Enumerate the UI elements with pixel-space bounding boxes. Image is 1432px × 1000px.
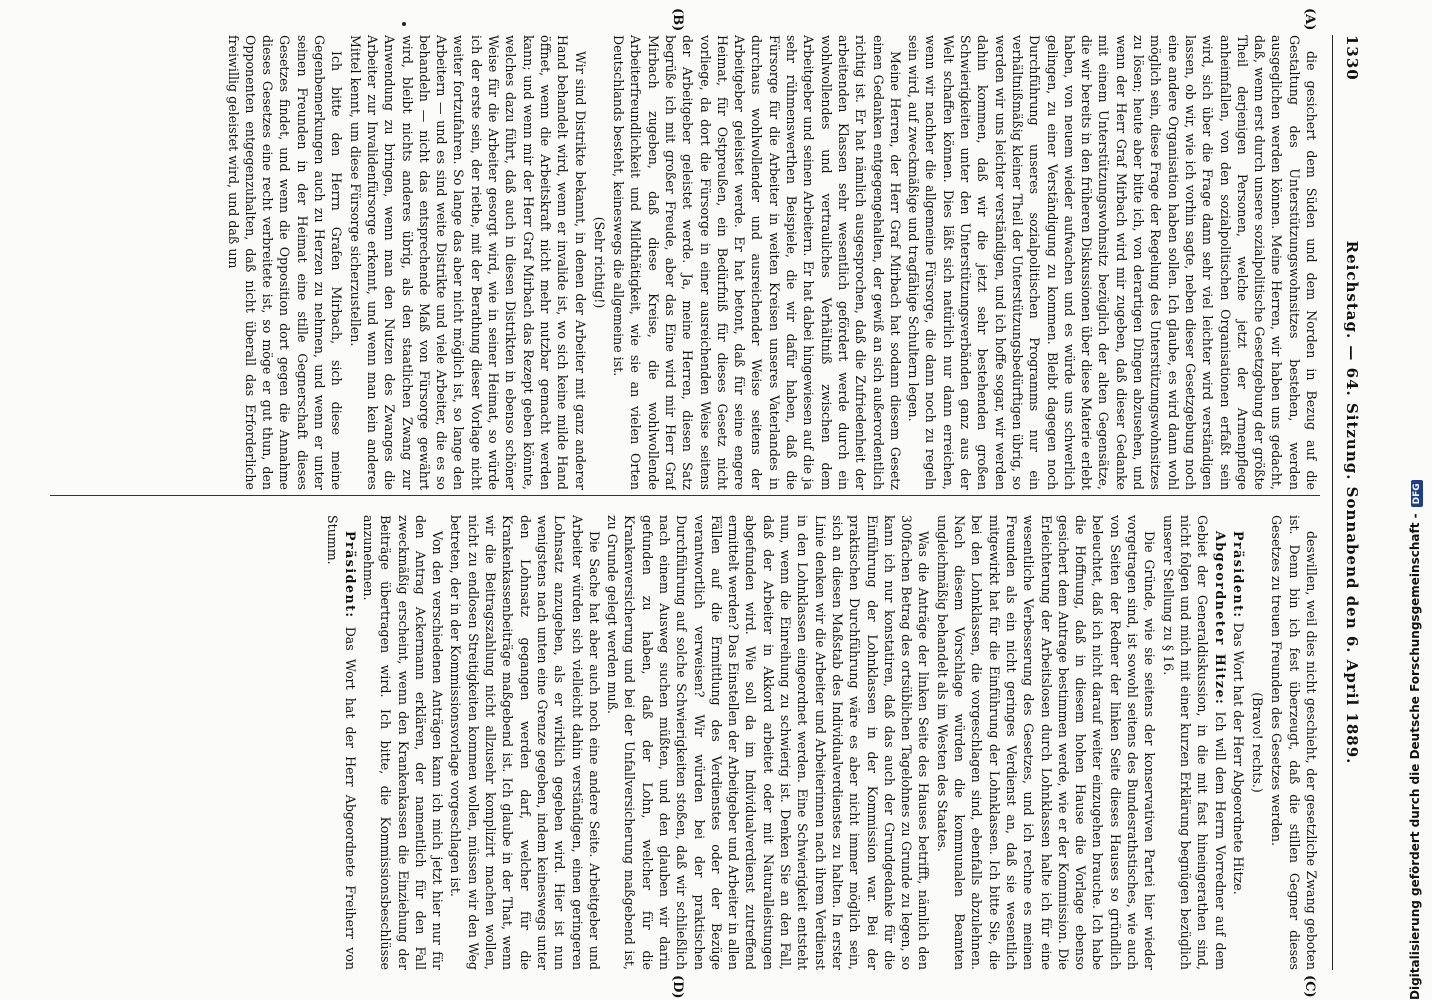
- paragraph: [1230, 515, 1247, 970]
- credit-text: Digitalisierung gefördert durch die Deutsche Forschungsgemeinschaft -: [1408, 513, 1422, 1000]
- paragraph-text: die gesichert dem Süden und dem Norden in Bezug auf die Gestaltung des Unterstützungswohnsitzes bestehen, werden ausgeglichen werden können. Meine Herren, wir haben uns gedacht, daß, wenn erst durch unsere sozialpolitische Gesetzgebung der größte Theil derjenigen Personen, welche jetzt der Armenpflege anheimfallen, von den sozialpolitischen Organisationen erfaßt sein wird, sich über die Frage dann sehr viel leichter wird verständigen lassen, ob wir, wie ich vorhin sagte, neben dieser Gesetzgebung noch eine andere Organisation haben sollen. Ich glaube, es wird dann wohl möglich sein, diese Frage der Regelung des Unterstützungswohnsitzes zu lösen; heute aber bitte ich, von derartigen Dingen abzusehen, und wenn der Herr Graf Mirbach wird mir zugeben, daß dieser Gedanke mit einem Unterstützungswohnsitz bezüglich der alten Gegensätze, die wir bereits in den früheren Diskussionen über diese Materie erlebt haben, von neuem wieder aufwachen und es würde uns schwerlich gelingen, zu einer Verständigung zu kommen. Bleibt dagegen noch Durchführung unseres sozialpolitischen Programms nur ein verhältnißmäßig kleiner Theil der Unterstützungsbedürftigen übrig, so werden wir uns leichter verständigen, und ich hoffe sogar, wir werden dahin kommen, daß wir die jetzt sehr bestehenden großen Schwierigkeiten unter den Unterstützungsverbänden ganz aus der Welt schaffen können. Dies läßt sich natürlich nur dann erreichen, wenn wir nachher die allgemeine Fürsorge, die dann noch zu regeln sein wird, auf zweckmäßige und tragfähige Schultern legen.: [906, 35, 1319, 490]
- page-number: 1330: [1343, 35, 1361, 81]
- column-divider: [50, 495, 1320, 496]
- paragraph: [1268, 515, 1320, 970]
- paragraph-text: Die Sache hat aber auch noch eine andere Seite. Arbeitgeber und Arbeiter würden sich vielleicht dahin verständigen, einen geringeren Lohnsatz anzugeben, als er wirklich gegeben wird. Hier ist nun wenigstens nach unten eine Grenze gegeben, indem keineswegs unter den Lohnsatz gegangen werden darf, welcher für die Krankenkassenbeiträge maßgebend ist. Ich glaube in der That, wenn wir die Beitragszahlung nicht allzusehr komplizirt machen wollen, nicht zu endlosen Streitigkeiten kommen wollen, müssen wir den Weg betreten, der in der Kommissionsvorlage vorgeschlagen ist.: [448, 515, 602, 970]
- page-title: Reichstag. — 64. Sitzung. Sonnabend den 6. April 1889.: [1343, 240, 1361, 765]
- paragraph: [610, 35, 904, 490]
- paragraph-text: (Bravo! rechts.): [1250, 692, 1266, 793]
- paragraph-text: Das Wort hat der Herr Abgeordnete Freiherr von Stumm.: [325, 515, 358, 970]
- margin-marker-b: (B): [670, 8, 685, 32]
- paragraph: [360, 515, 446, 970]
- digitization-credit: [1408, 480, 1423, 1000]
- margin-marker-d: (D): [670, 975, 685, 999]
- paragraph: [1249, 515, 1266, 970]
- paragraph: [604, 515, 933, 970]
- paragraph-text: (Sehr richtig!): [591, 216, 607, 309]
- paragraph: [1159, 515, 1228, 970]
- dfg-logo: DFG: [1411, 480, 1423, 507]
- paragraph-text: Ich bitte den Herrn Grafen Mirbach, sich diese meine Gegenbemerkungen auch zu Herzen zu nehmen, und wenn er unter seinen Freunden in der Heimat eine stille Gegnerschaft dieses Gesetzes findet, und wenn die Opposition dort gegen die Annahme dieses Gesetzes eine recht verbreitete ist, so möge er gut thun, den Opponenten entgegenzuhalten, daß nicht überall das Erforderliche freiwillig geleistet wird, und daß um: [225, 35, 345, 490]
- speaker-label: Präsident:: [342, 531, 358, 619]
- paragraph: [324, 515, 359, 970]
- paragraph-text: Was die Anträge der linken Seite des Hauses betrifft, nämlich den 300fachen Betrag des ortsüblichen Tagelohnes zu Grunde zu legen, so kann ich nur konstatiren, daß das auch der Grundgedanke für die Einführung der Lohnklassen in der Kommission war. Bei der praktischen Durchführung wäre es aber nicht immer möglich sein, sich an diesen Maßstab des Individualverdienstes zu halten. In erster Linie denken wir die Arbeiter und Arbeiterinnen nach ihrem Verdienst in den Lohnklassen eingeordnet werden. Eine Schwierigkeit entsteht nun, wenn die Einreihung zu schwierig ist. Denken Sie an den Fall, daß der Arbeiter in Akkord arbeitet oder mit Naturalleistungen abgefunden wird. Wie soll da im Individualverdienst zutreffend ermittelt werden? Das Einstellen der Arbeitgeber und Arbeiter in allen Fällen auf die Ermittlung des Verdienstes oder der Bezüge verantwortlich verweisen? Wir würden bei der praktischen Durchführung auf solche Schwierigkeiten stoßen, daß wir schließlich nach einem Ausweg suchen müßten, und den glauben wir darin gefunden zu haben, daß der Lohn, welcher für die Krankenversicherung und bei der Unfallversicherung maßgebend ist, zu Grunde gelegt werden muß.: [605, 515, 932, 970]
- margin-marker-c: (C): [1302, 975, 1317, 998]
- paragraph-text: deswillen, weil dies nicht geschieht, der gesetzliche Zwang geboten ist. Denn bin ich fest überzeugt, daß die stillen Gegner dieses Gesetzes zu treuen Freunden des Gesetzes werden.: [1269, 515, 1319, 970]
- paragraph: [905, 35, 1320, 490]
- paragraph-text: Die Gründe, wie sie seitens der konservativen Partei hier wieder vorgetragen sind, ist sowohl seitens des Bundesrathstisches, wie auch von Seiten der Redner der linken Seite dieses Hauses so gründlich beleuchtet, daß ich nicht darauf weiter einzugehen brauche. Ich habe die Hoffnung, daß in diesem hohen Hause die Vorlage ebenso gesichert dem Antrage bestimmen werde, wie er der Kommission. Die Erleichterung der Arbeitslosen durch Lohnklassen halte ich für eine wesentliche Verbesserung des Gesetzes, und ich rechne es meinen Freunden als ein nicht geringes Verdienst an, daß sie wesentlich mitgewirkt hat für die Einführung der Lohnklassen. Ich bitte Sie, die bei den Lohnklassen, die vorgeschlagen sind, ebenfalls abzulehnen. Nach diesem Vorschlage würden die kommunalen Beamten ungleichmäßig behandelt als im Westen des Staates.: [934, 515, 1158, 970]
- speaker-label: Präsident:: [1230, 531, 1246, 619]
- paragraph: [346, 35, 588, 490]
- paragraph-text: Von den verschiedenen Anträgen kann ich mich jetzt hier nur für den Antrag Ackermann erklären, der namentlich für den Fall zweckmäßig erscheint, wenn den Krankenkassen die Einziehung der Beiträge übertragen wird. Ich bitte, die Kommissionsbeschlüsse anzunehmen.: [360, 515, 446, 970]
- paragraph: [933, 515, 1158, 970]
- paragraph: [224, 35, 345, 490]
- margin-marker-a: (A): [1302, 8, 1317, 31]
- text-column-right: [50, 515, 1320, 970]
- text-column-left: [50, 35, 1320, 490]
- speaker-label: Abgeordneter Hitze:: [1212, 531, 1228, 706]
- paragraph-text: Das Wort hat der Herr Abgeordnete Hitze.: [1230, 622, 1246, 895]
- paragraph-text: Meine Herren, der Herr Graf Mirbach hat sodann diesem Gesetz einen Gedanken entgegengehalten, der gewiß an sich außerordentlich richtig ist. Er hat nämlich ausgesprochen, daß die Zufriedenheit der arbeitenden Klassen sehr wesentlich gefördert werde durch ein wohlwollendes und vertrauliches Verhältniß zwischen dem Arbeitgeber und seinen Arbeitern. Er hat dabei hingewiesen auf die ja sehr rühmenswerthen Beispiele, die wir dafür haben, daß die Fürsorge für die Arbeiter in weiten Kreisen unseres Vaterlandes in durchaus wohlwollender und ausreichender Weise seitens der Arbeitgeber geleistet werde. Er hat betont, daß für seine engere Heimat, für Ostpreußen, ein Bedürfniß für dieses Gesetz nicht vorliege, da dort die Fürsorge in einer ausreichenden Weise seitens der Arbeitgeber geleistet werde. Ja, meine Herren, diesen Satz begrüße ich mit großer Freude, aber das Eine wird mir Herr Graf Mirbach zugeben, daß diese Kreise, die wohlwollende Arbeiterfreundlichkeit und Mildthätigkeit, wie sie an vielen Orten Deutschlands besteht, keineswegs die allgemeine ist.: [611, 35, 903, 490]
- paragraph-text: Ich will dem Herrn Vorredner auf dem Gebiet der Generaldiskussion, in die mit fast hineingerathen sind, nicht folgen und mich mit einer kurzen Erklärung begnügen bezüglich unserer Stellung zu § 16.: [1160, 515, 1228, 970]
- paragraph-text: Wir sind Distrikte bekannt, in denen der Arbeiter mit ganz anderer Hand behandelt wird, wenn er invalide ist, wo sich keine milde Hand öffnet, wenn die Arbeitskraft nicht mehr nutzbar gemacht werden kann; und wenn mir der Herr Graf Mirbach das Rezept geben könnte, welches dazu führt, daß auch in diesen Distrikten in ebenso schöner Weise für die Arbeiter gesorgt wird, wie in seiner Heimat, so würde ich der erste sein, der riethe, mit der Berathung dieser Vorlage nicht weiter fortzufahren. So lange das aber nicht möglich ist, so lange den Arbeitern — und es sind weite Distrikte und viele Arbeiter, die es so behandeln — nicht das entsprechende Maß von Fürsorge gewährt wird, bleibt nichts anderes übrig, als den staatlichen Zwang zur Anwendung zu bringen, wenn man den Nutzen des Zwanges die Arbeiter zur Invalidenfürsorge erkennt, und wenn man kein anderes Mittel kennt, um diese Fürsorge sicherzustellen.: [347, 35, 588, 490]
- page-header: [1332, 35, 1367, 970]
- paragraph: [447, 515, 603, 970]
- paragraph: [591, 35, 608, 490]
